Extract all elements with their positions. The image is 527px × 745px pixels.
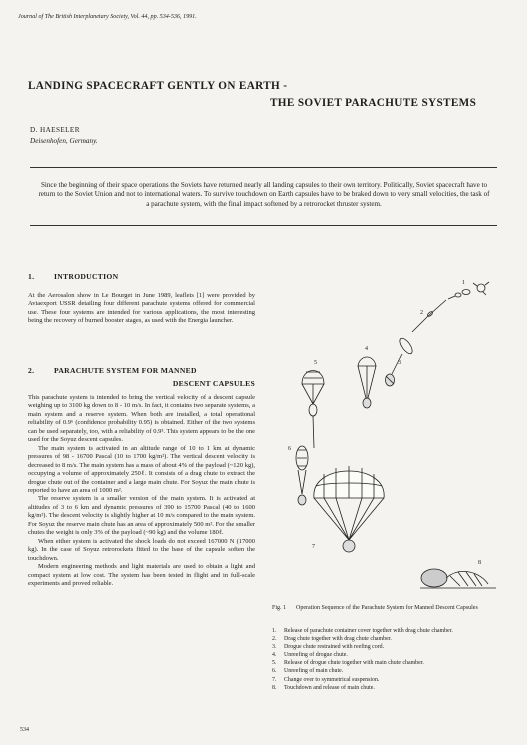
figure-caption-text: Operation Sequence of the Parachute System for Manned Descent Capsules [296, 605, 478, 611]
intro-text: At the Aerosalon show in Le Bourget in June 1989, leaflets [1] were provided by Aviaexport USSR detailing four different parachute systems offered for commercial use. These four systems are intended for various applications, the most interesting being the recovery of burned booster stages, as used with the Energia launcher. [28, 292, 255, 325]
figure-caption [272, 604, 500, 612]
section-1-heading [28, 272, 118, 281]
page-number: 534 [20, 727, 29, 733]
stage-1-drawing [448, 282, 489, 299]
journal-header: Journal of The British Interplanetary Society, Vol. 44, pp. 534-536, 1991. [18, 14, 197, 20]
abstract: Since the beginning of their space operations the Soviets have returned nearly all landing capsules to their own territory. Politically, Soviet spacecraft have to return to the Soviet Union and not to international waters. To survive touchdown on Earth capsules have to be braked down to very small velocities, the task of a parachute system, with the final impact softened by a retrorocket thruster system. [38, 181, 490, 208]
title-line-2: THE SOVIET PARACHUTE SYSTEMS [270, 97, 477, 109]
stage-6-number: 6 [288, 446, 291, 452]
stage-2-number: 2 [420, 310, 423, 316]
section-2-paragraph: When either system is activated the shock loads do not exceed 167000 N (17000 kg). In the case of Soyuz retrorockets fitted to the base of the capsule soften the touchdown. [28, 537, 255, 562]
stage-3-number: 3 [398, 360, 401, 366]
stage-8-drawing [420, 569, 496, 588]
figure-label: Fig. 1 [272, 605, 287, 611]
intro-paragraph [28, 292, 255, 326]
section-2-paragraph: Modern engineering methods and light materials are used to obtain a light and compact system at low cost. The system has been tested in flight and in full-scale experiments and proved reliable. [28, 563, 255, 587]
stage-5-number: 5 [314, 360, 317, 366]
parachute-sequence-figure [270, 272, 502, 592]
list-item: 1. Release of parachute container cover together with drag chute chamber. [272, 628, 453, 634]
list-item: 6. Unreefing of main chute. [272, 668, 344, 675]
stage-4-number: 4 [365, 346, 368, 352]
section-2-heading [28, 366, 197, 375]
section-1-number: 1. [28, 272, 35, 281]
stage-1-number: 1 [462, 280, 465, 286]
abstract-top-rule [30, 167, 497, 168]
section-2-paragraph: The reserve system is a smaller version of the main system. It is activated at altitudes of 3 to 6 km and dynamic pressures of 390 to 15700 Pascal (40 to 1600 kg/m²). The descent velocity is slightly higher at 10 m/s compared to the main system. For Soyuz the reserve main chute has an area of approximately 500 m². For the smaller chutes the weight is only 3% of the payload (~90 kg) and the volume 180ℓ. [28, 495, 255, 537]
abstract-bottom-rule [30, 225, 497, 226]
section-2-title-line-2: DESCENT CAPSULES [172, 379, 255, 388]
list-item: 4. Unreefing of drogue chute. [272, 652, 348, 659]
section-2-title-line-1: PARACHUTE SYSTEM FOR MANNED [54, 366, 197, 375]
section-2-number: 2. [28, 366, 35, 375]
stage-7-drawing [314, 466, 384, 552]
stage-2-drawing [412, 300, 446, 332]
list-item: 2. Drag chute together with drag chute chamber. [272, 636, 392, 643]
section-1-title: INTRODUCTION [54, 272, 119, 281]
stage-4-drawing [358, 357, 376, 408]
list-item: 3. Drogue chute restrained with reefing cord. [272, 644, 385, 651]
list-item: 7. Change over to symmetrical suspension. [272, 676, 380, 683]
list-item: 5. Release of drogue chute together with main chute chamber. [272, 660, 424, 667]
list-item: 8. Touchdown and release of main chute. [272, 684, 375, 691]
title-line-1: LANDING SPACECRAFT GENTLY ON EARTH - [28, 80, 288, 92]
stage-5-drawing [302, 371, 324, 449]
stage-7-number: 7 [312, 544, 315, 550]
section-2-paragraph: This parachute system is intended to bring the vertical velocity of a descent capsule weighing up to 3100 kg down to 8 - 10 m/s. In fact, it contains two separate systems, a main system and a reserve system. When both are installed, a total operational reliability of 0.9⁶ (confidence probability 0.95) is obtained. Either of the two systems can be used separately, too, with a reliability of 0.9³. This system appears to be the one used for the Soyuz descent capsules. [28, 394, 255, 444]
section-2-paragraph: The main system is activated in an altitude range of 10 to 1 km at dynamic pressures of 98 - 16700 Pascal (10 to 1700 kg/m²). The vertical descent velocity is decreased to 8 m/s. The main system has a mass of about 4% of the payload (~120 kg), occupying a volume of approximately 250ℓ. It consists of a drag chute to extract the drogue chute out of the container and a large main chute. For Soyuz the main chute is reported to have an area of 1000 m². [28, 444, 255, 494]
stage-8-number: 8 [478, 560, 481, 566]
section-2-body [28, 394, 255, 588]
figure-steps-list [272, 627, 498, 692]
stage-6-drawing [296, 446, 308, 505]
affiliation: Deisenhofen, Germany. [30, 137, 98, 145]
author: D. HAESELER [30, 126, 80, 134]
